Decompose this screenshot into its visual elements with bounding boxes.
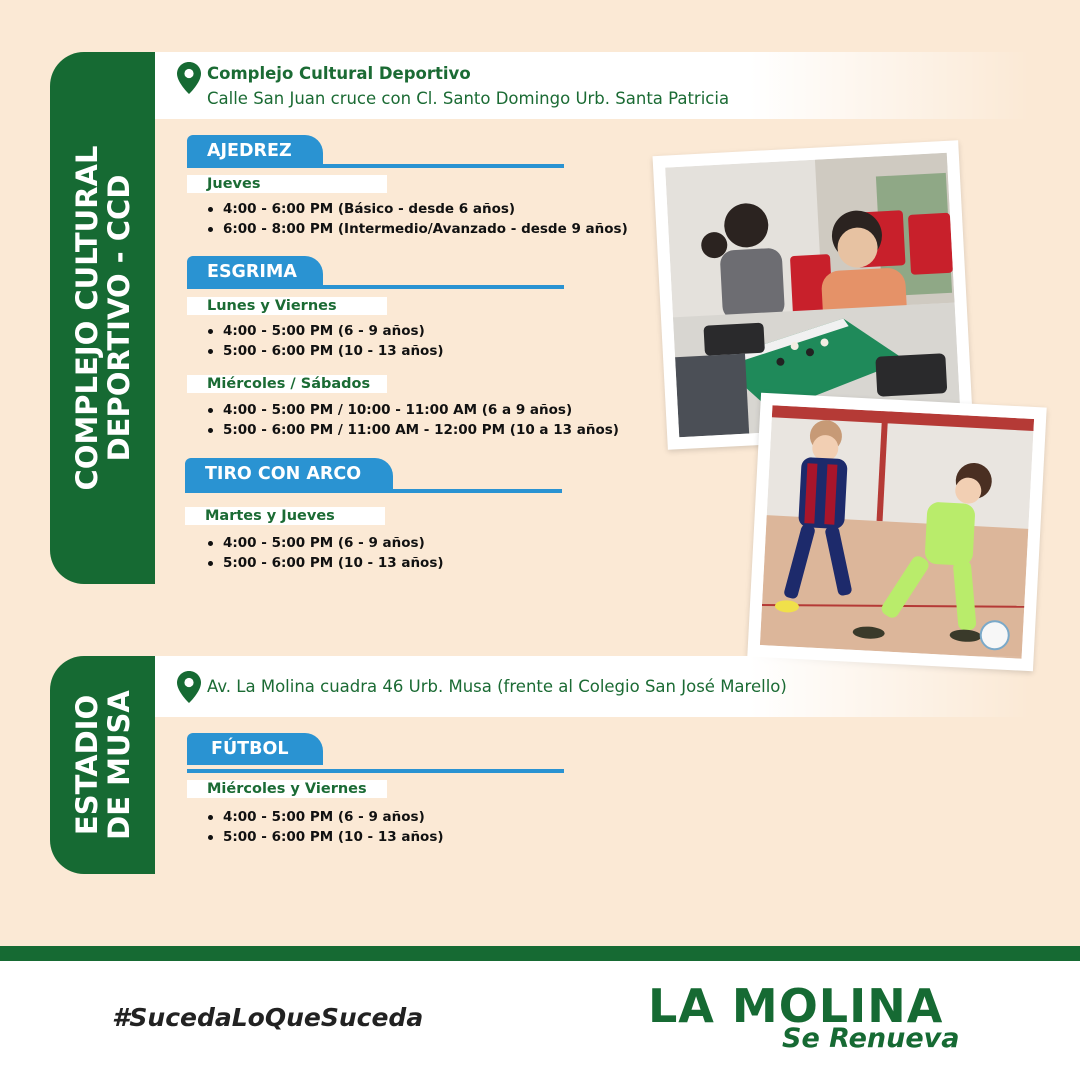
venue-name: Complejo Cultural Deportivo (207, 64, 471, 83)
activity-title-ajedrez: AJEDREZ (187, 135, 323, 167)
musa-vertical-tab (50, 656, 155, 874)
footer-divider (0, 946, 1080, 961)
venue-address: Calle San Juan cruce con Cl. Santo Domingo Urb. Santa Patricia (207, 89, 730, 108)
football-photo-image (760, 405, 1034, 658)
time-slot: 4:00 - 5:00 PM (6 - 9 años) (205, 321, 444, 341)
activity-title-tiro-con-arco: TIRO CON ARCO (185, 458, 393, 490)
schedule-days: Miércoles / Sábados (187, 375, 387, 393)
ccd-address-bar (155, 52, 1030, 119)
schedule-days: Jueves (187, 175, 387, 193)
time-slot: 5:00 - 6:00 PM / 11:00 AM - 12:00 PM (10 a 13 años) (205, 420, 619, 440)
venue-address: Av. La Molina cuadra 46 Urb. Musa (frente al Colegio San José Marello) (207, 677, 787, 696)
activity-title-futbol: FÚTBOL (187, 733, 323, 765)
time-slot: 4:00 - 5:00 PM / 10:00 - 11:00 AM (6 a 9 años) (205, 400, 619, 420)
time-slot: 5:00 - 6:00 PM (10 - 13 años) (205, 553, 444, 573)
schedule-slots (205, 321, 444, 361)
schedule-days: Martes y Jueves (185, 507, 385, 525)
activity-underline (185, 489, 562, 493)
musa-address-bar (155, 656, 1030, 717)
location-pin-icon (177, 62, 201, 94)
schedule-days: Miércoles y Viernes (187, 780, 387, 798)
schedule-slots (205, 533, 444, 573)
activity-underline (187, 285, 564, 289)
time-slot: 5:00 - 6:00 PM (10 - 13 años) (205, 341, 444, 361)
time-slot: 6:00 - 8:00 PM (Intermedio/Avanzado - desde 9 años) (205, 219, 628, 239)
activity-underline (187, 769, 564, 773)
ccd-tab-title: COMPLEJO CULTURAL DEPORTIVO - CCD (69, 145, 136, 491)
brand-logo-title: LA MOLINA (648, 979, 944, 1033)
time-slot: 5:00 - 6:00 PM (10 - 13 años) (205, 827, 444, 847)
activity-underline (187, 164, 564, 168)
schedule-slots (205, 807, 444, 847)
footer (0, 961, 1080, 1080)
musa-tab-title: ESTADIO DE MUSA (69, 690, 136, 840)
schedule-slots (205, 400, 619, 440)
football-photo (747, 393, 1046, 672)
schedule-days: Lunes y Viernes (187, 297, 387, 315)
brand-logo-tagline: Se Renueva (782, 1023, 960, 1054)
time-slot: 4:00 - 6:00 PM (Básico - desde 6 años) (205, 199, 628, 219)
schedule-slots (205, 199, 628, 239)
location-pin-icon (177, 671, 201, 703)
hashtag: #SucedaLoQueSuceda (112, 1003, 424, 1032)
time-slot: 4:00 - 5:00 PM (6 - 9 años) (205, 807, 444, 827)
ccd-vertical-tab (50, 52, 155, 584)
activity-title-esgrima: ESGRIMA (187, 256, 323, 288)
time-slot: 4:00 - 5:00 PM (6 - 9 años) (205, 533, 444, 553)
